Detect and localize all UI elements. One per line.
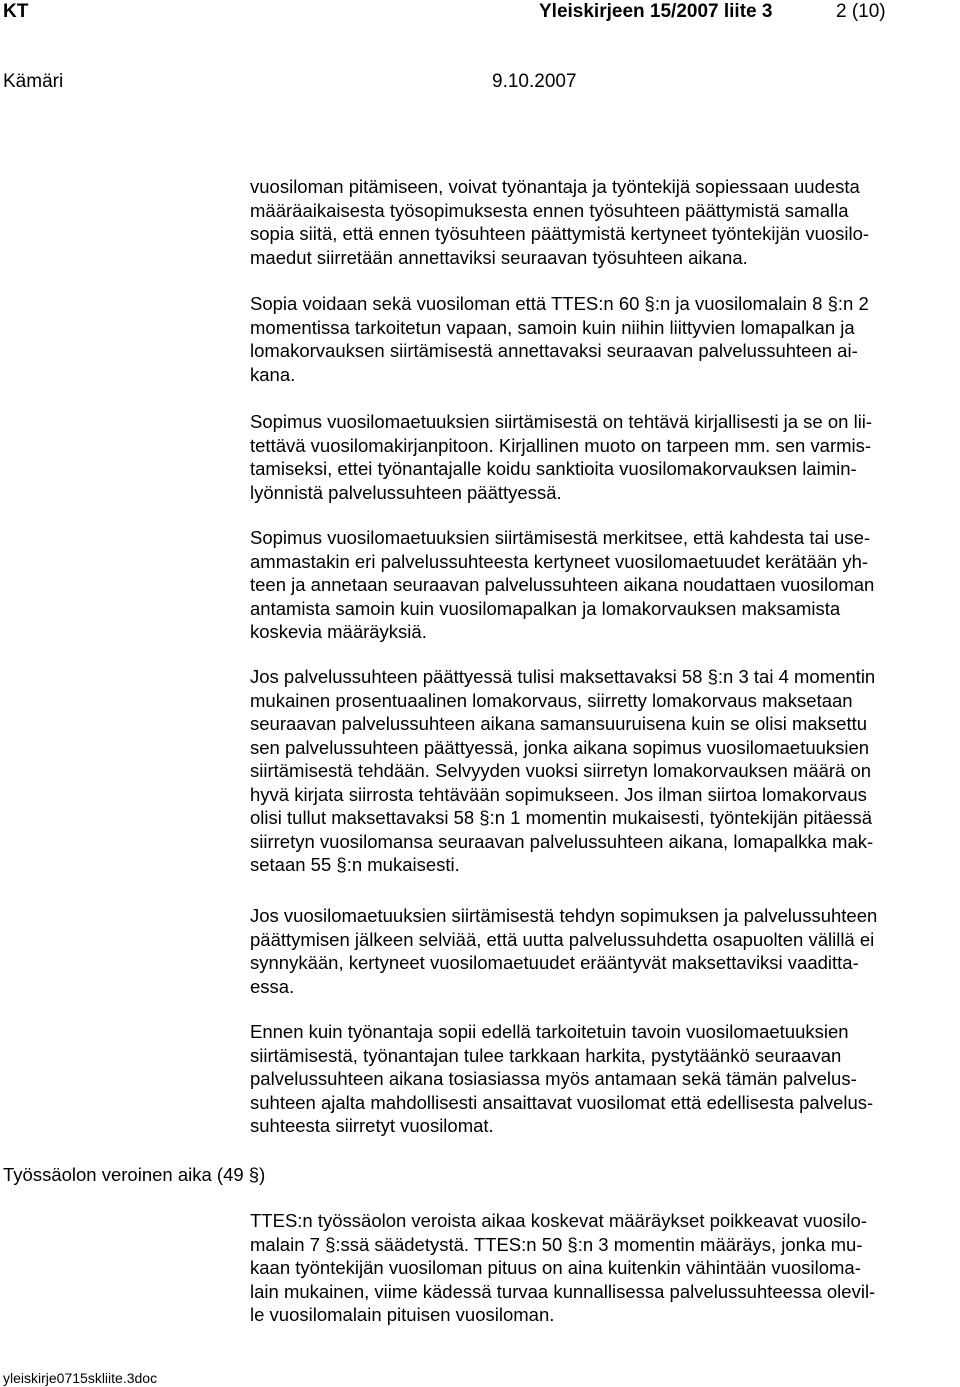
text-line: maedut siirretään annettaviksi seuraavan työsuhteen aikana.	[250, 246, 748, 268]
text-line: määräaikaisesta työsopimuksesta ennen työsuhteen päättymistä samalla	[250, 199, 849, 221]
text-line: tettävä vuosilomakirjanpitoon. Kirjallinen muoto on tarpeen mm. sen varmis-	[250, 434, 872, 456]
text-line: le vuosilomalain pituisen vuosiloman.	[250, 1304, 555, 1325]
text-line: malain 7 §:ssä säädetystä. TTES:n 50 §:n 3 momentin määräys, jonka mu-	[250, 1233, 863, 1255]
paragraph	[250, 526, 960, 644]
text-line: lain mukainen, viime kädessä turvaa kunnallisessa palvelussuhteessa olevil-	[250, 1280, 876, 1302]
text-line: Jos vuosilomaetuuksien siirtämisestä tehdyn sopimuksen ja palvelussuhteen	[250, 905, 878, 926]
text-line: vuosiloman pitämiseen, voivat työnantaja ja työntekijä sopiessaan uudesta	[250, 176, 860, 197]
text-line: lomakorvauksen siirtämisestä annettavaksi seuraavan palvelussuhteen ai-	[250, 340, 858, 361]
paragraph	[250, 175, 960, 269]
text-line: suhteesta siirretyt vuosilomat.	[250, 1115, 494, 1136]
paragraph	[250, 1020, 960, 1138]
paragraph	[250, 1209, 960, 1327]
text-line: siirtämisestä tehdään. Selvyyden vuoksi siirretyn lomakorvauksen määrä on	[250, 760, 872, 781]
text-line: kaan työntekijän vuosiloman pituus on aina kuitenkin vähintään vuosiloma-	[250, 1257, 861, 1278]
text-line: päättymisen jälkeen selviää, että uutta palvelussuhdetta osapuolten välillä ei	[250, 928, 875, 950]
text-line: suhteen ajalta mahdollisesti ansaittavat vuosilomat että edellisesta palvelus-	[250, 1091, 874, 1113]
text-line: antamista samoin kuin vuosilomapalkan ja lomakorvauksen maksamista	[250, 597, 841, 619]
text-line: olisi tullut maksettavaksi 58 §:n 1 momentin mukaisesti, työntekijän pitäessä	[250, 807, 873, 828]
document-reference: Yleiskirjeen 15/2007 liite 3	[539, 1, 773, 22]
paragraph	[250, 410, 960, 504]
text-line: sen palvelussuhteen päättyessä, jonka aikana sopimus vuosilomaetuuksien	[250, 736, 870, 758]
author-name: Kämäri	[3, 71, 64, 92]
section-side-heading: Työssäolon veroinen aika (49 §)	[3, 1164, 266, 1185]
text-line: palvelussuhteen aikana tosiasiassa myös antamaan sekä tämän palvelus-	[250, 1068, 857, 1089]
text-line: Jos palvelussuhteen päättyessä tulisi maksettavaksi 58 §:n 3 tai 4 momentin	[250, 666, 876, 687]
page-number: 2 (10)	[836, 1, 886, 22]
text-line: Sopia voidaan sekä vuosiloman että TTES:n 60 §:n ja vuosilomalain 8 §:n 2	[250, 293, 869, 314]
text-line: setaan 55 §:n mukaisesti.	[250, 854, 460, 875]
text-line: Sopimus vuosilomaetuuksien siirtämisestä merkitsee, että kahdesta tai use-	[250, 527, 871, 548]
text-line: ammastakin eri palvelussuhteesta kertyneet vuosilomaetuudet kerätään yh-	[250, 550, 869, 572]
organization-code: KT	[3, 1, 29, 22]
document-date: 9.10.2007	[492, 71, 577, 92]
paragraph	[250, 904, 960, 998]
text-line: koskevia määräyksiä.	[250, 621, 427, 642]
text-line: essa.	[250, 975, 295, 997]
text-line: siirtämisestä, työnantajan tulee tarkkaan harkita, pystytäänkö seuraavan	[250, 1044, 842, 1066]
text-line: lyönnistä palvelussuhteen päättyessä.	[250, 481, 562, 503]
text-line: TTES:n työssäolon veroista aikaa koskevat määräykset poikkeavat vuosilo-	[250, 1210, 867, 1231]
text-line: Sopimus vuosilomaetuuksien siirtämisestä on tehtävä kirjallisesti ja se on lii-	[250, 411, 873, 432]
text-line: kana.	[250, 363, 296, 385]
text-line: hyvä kirjata siirrosta tehtävään sopimukseen. Jos ilman siirtoa lomakorvaus	[250, 783, 867, 805]
text-line: sopia siitä, että ennen työsuhteen päättymistä kertyneet työntekijän vuosilo-	[250, 223, 870, 244]
text-line: mukainen prosentuaalinen lomakorvaus, siirretty lomakorvaus maksetaan	[250, 689, 853, 711]
paragraph	[250, 665, 960, 877]
text-line: tamiseksi, ettei työnantajalle koidu sanktioita vuosilomakorvauksen laimin-	[250, 458, 857, 479]
paragraph	[250, 292, 960, 386]
text-line: momentissa tarkoitetun vapaan, samoin kuin niihin liittyvien lomapalkan ja	[250, 316, 855, 338]
text-line: Ennen kuin työnantaja sopii edellä tarkoitetuin tavoin vuosilomaetuuksien	[250, 1021, 849, 1042]
text-line: seuraavan palvelussuhteen aikana samansuuruisena kuin se olisi maksettu	[250, 713, 868, 734]
text-line: synnykään, kertyneet vuosilomaetuudet erääntyvät maksettaviksi vaaditta-	[250, 952, 859, 973]
text-line: teen ja annetaan seuraavan palvelussuhteen aikana noudattaen vuosiloman	[250, 574, 875, 595]
text-line: siirretyn vuosilomansa seuraavan palvelussuhteen aikana, lomapalkka mak-	[250, 830, 874, 852]
footer-filename: yleiskirje0715skliite.3doc	[3, 1370, 158, 1386]
